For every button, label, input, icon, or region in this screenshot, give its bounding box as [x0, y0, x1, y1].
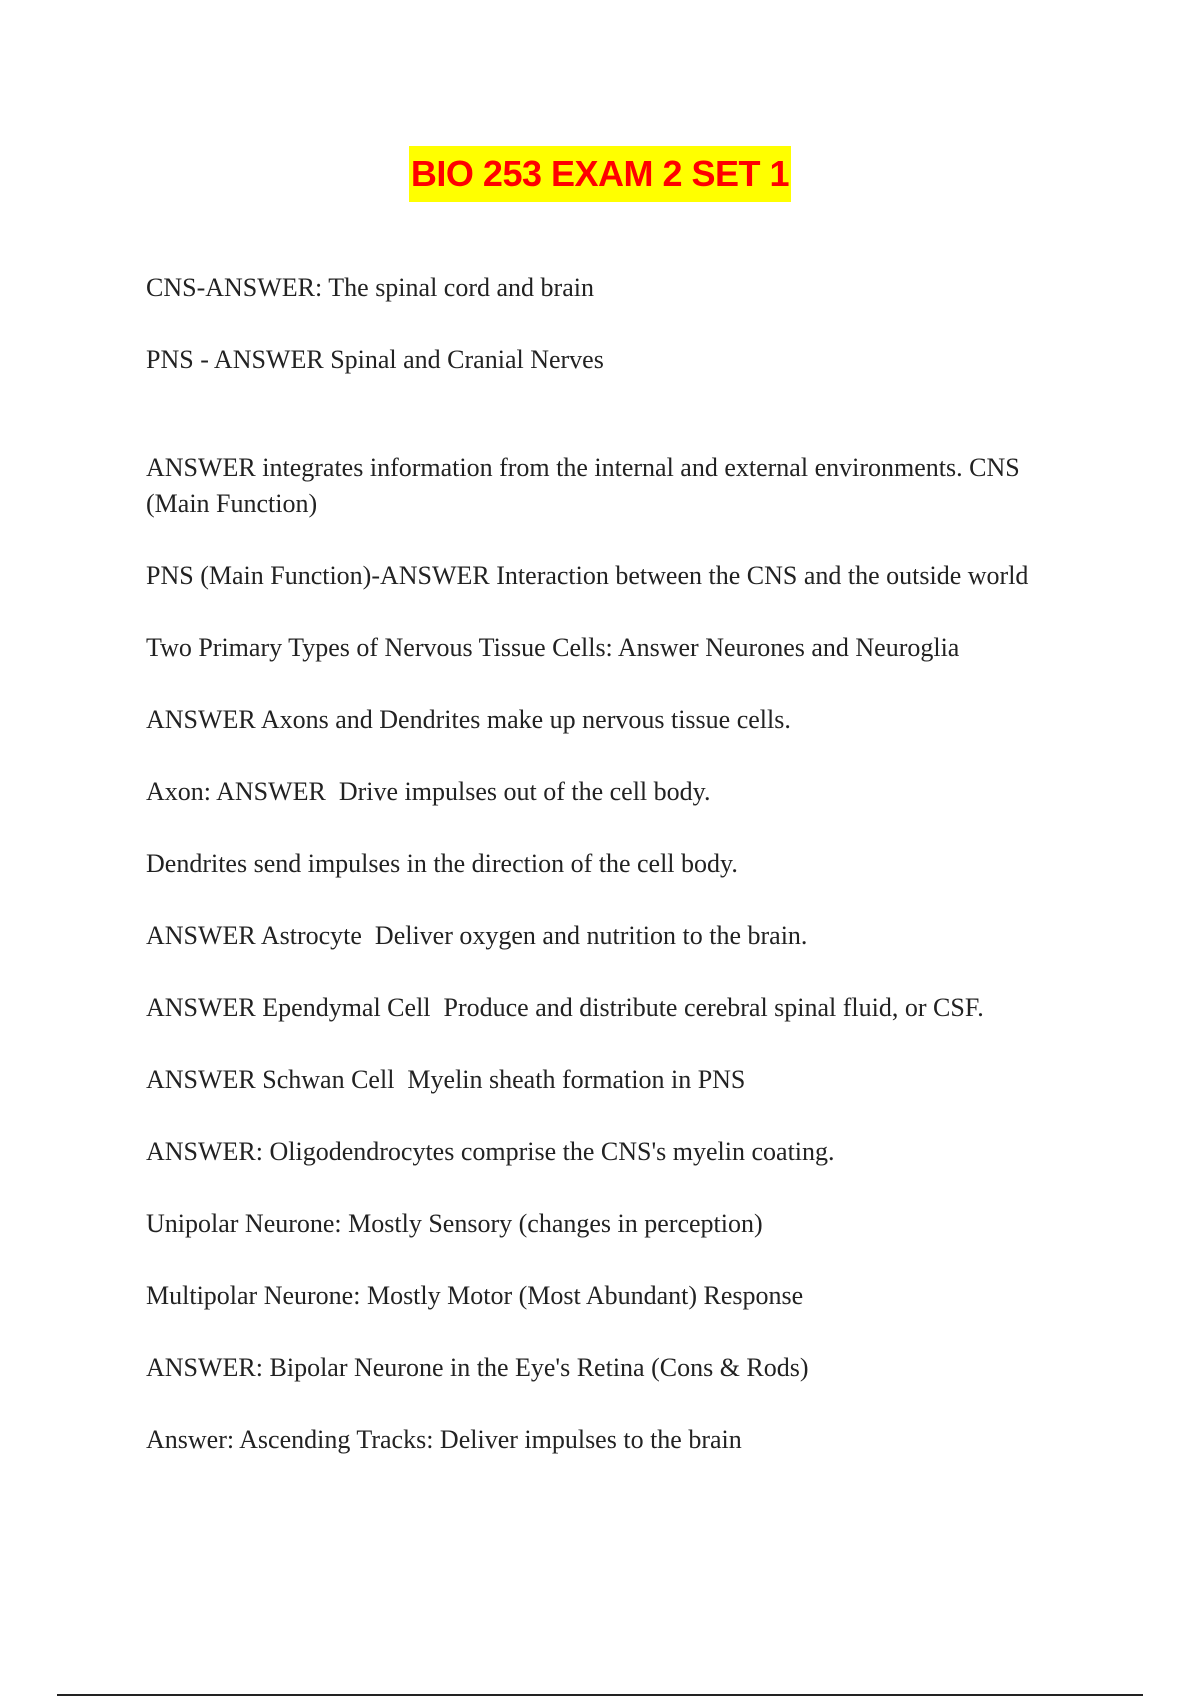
qa-item: Dendrites send impulses in the direction of the cell body. — [146, 849, 738, 878]
qa-item: ANSWER integrates information from the internal and external environments. CNS (Main Function) — [146, 453, 1027, 518]
qa-list — [146, 270, 1046, 1494]
qa-item: ANSWER: Oligodendrocytes comprise the CNS's myelin coating. — [146, 1137, 835, 1166]
qa-item: Multipolar Neurone: Mostly Motor (Most Abundant) Response — [146, 1281, 804, 1310]
qa-item: Axon: ANSWER Drive impulses out of the cell body. — [146, 777, 711, 806]
title-container — [0, 146, 1200, 202]
qa-item: PNS - ANSWER Spinal and Cranial Nerves — [146, 345, 604, 374]
qa-item: ANSWER Ependymal Cell Produce and distribute cerebral spinal fluid, or CSF. — [146, 993, 984, 1022]
qa-item: Two Primary Types of Nervous Tissue Cells: Answer Neurones and Neuroglia — [146, 633, 960, 662]
document-title: BIO 253 EXAM 2 SET 1 — [409, 146, 791, 202]
qa-item: PNS (Main Function)-ANSWER Interaction between the CNS and the outside world — [146, 561, 1029, 590]
qa-item: Answer: Ascending Tracks: Deliver impulses to the brain — [146, 1425, 742, 1454]
qa-item: CNS-ANSWER: The spinal cord and brain — [146, 273, 594, 302]
qa-item: Unipolar Neurone: Mostly Sensory (changes in perception) — [146, 1209, 763, 1238]
bottom-divider — [57, 1694, 1143, 1696]
qa-item: ANSWER Axons and Dendrites make up nervous tissue cells. — [146, 705, 791, 734]
qa-item: ANSWER Astrocyte Deliver oxygen and nutrition to the brain. — [146, 921, 808, 950]
qa-item: ANSWER: Bipolar Neurone in the Eye's Retina (Cons & Rods) — [146, 1353, 809, 1382]
qa-item: ANSWER Schwan Cell Myelin sheath formation in PNS — [146, 1065, 746, 1094]
